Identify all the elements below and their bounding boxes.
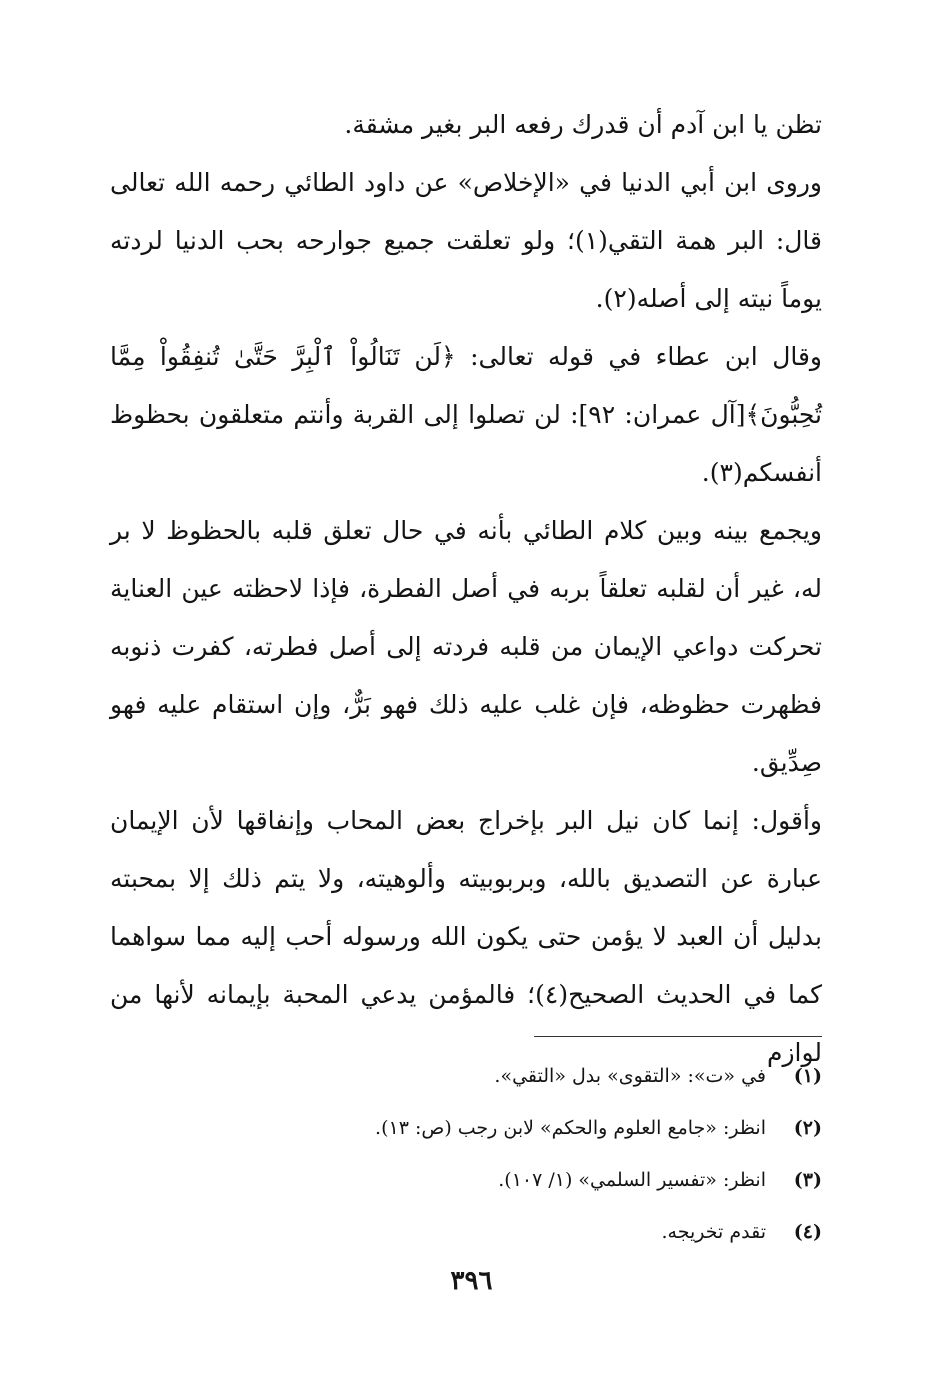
paragraph-3: وقال ابن عطاء في قوله تعالى: ﴿لَن تَنَالُواْ ٱلْبِرَّ حَتَّىٰ تُنفِقُواْ مِمَّا تُحِبُّونَ﴾[آل عمران: ٩٢]: لن تصلوا إلى القربة وأنتم متعلقون بحظوظ أنفسكم(٣). bbox=[110, 342, 823, 487]
footnote-number: (١) bbox=[793, 1065, 822, 1087]
page-number: ٣٩٦ bbox=[450, 1266, 493, 1296]
footnote-text: في «ت»: «التقوى» بدل «التقي». bbox=[494, 1065, 766, 1087]
paragraph-4: ويجمع بينه وبين كلام الطائي بأنه في حال تعلق قلبه بالحظوظ لا بر له، غير أن لقلبه تعلقاً بربه في أصل الفطرة، فإذا لاحظته عين العناية تحركت دواعي الإيمان من قلبه فردته إلى أصل فطرته، كفرت ذنوبه فظهرت حظوظه، فإن غلب عليه ذلك فهو بَرٌّ، وإن استقام عليه فهو صِدِّيق. bbox=[110, 516, 822, 777]
footnote-text: تقدم تخريجه. bbox=[661, 1221, 766, 1243]
footnote-text: انظر: «جامع العلوم والحكم» لابن رجب (ص: ١٣). bbox=[375, 1117, 766, 1139]
paragraph-5: وأقول: إنما كان نيل البر بإخراج بعض المحاب وإنفاقها لأن الإيمان عبارة عن التصديق بالله، وبربوبيته وألوهيته، ولا يتم ذلك إلا بمحبته بدليل أن العبد لا يؤمن حتى يكون الله ورسوله أحب إليه مما سواهما كما في الحديث الصحيح(٤)؛ فالمؤمن يدعي المحبة بإيمانه لأنها من لوازم bbox=[110, 806, 822, 1067]
footnote-separator bbox=[534, 1036, 822, 1037]
footnotes bbox=[222, 1050, 822, 1258]
footnote-number: (٢) bbox=[793, 1117, 822, 1139]
footnote-text: انظر: «تفسير السلمي» (١/ ١٠٧). bbox=[498, 1169, 766, 1191]
paragraph-1: تظن يا ابن آدم أن قدرك رفعه البر بغير مشقة. bbox=[344, 110, 822, 139]
main-text bbox=[110, 96, 822, 1082]
footnote-number: (٤) bbox=[793, 1221, 822, 1243]
footnote-3 bbox=[222, 1154, 822, 1206]
paragraph-2: وروى ابن أبي الدنيا في «الإخلاص» عن داود الطائي رحمه الله تعالى قال: البر همة التقي(١)؛ ولو تعلقت جميع جوارحه بحب الدنيا لردته يوماً نيته إلى أصله(٢). bbox=[110, 168, 823, 313]
footnote-1 bbox=[222, 1050, 822, 1102]
footnote-2 bbox=[222, 1102, 822, 1154]
footnote-4 bbox=[222, 1206, 822, 1258]
footnote-number: (٣) bbox=[793, 1169, 822, 1191]
